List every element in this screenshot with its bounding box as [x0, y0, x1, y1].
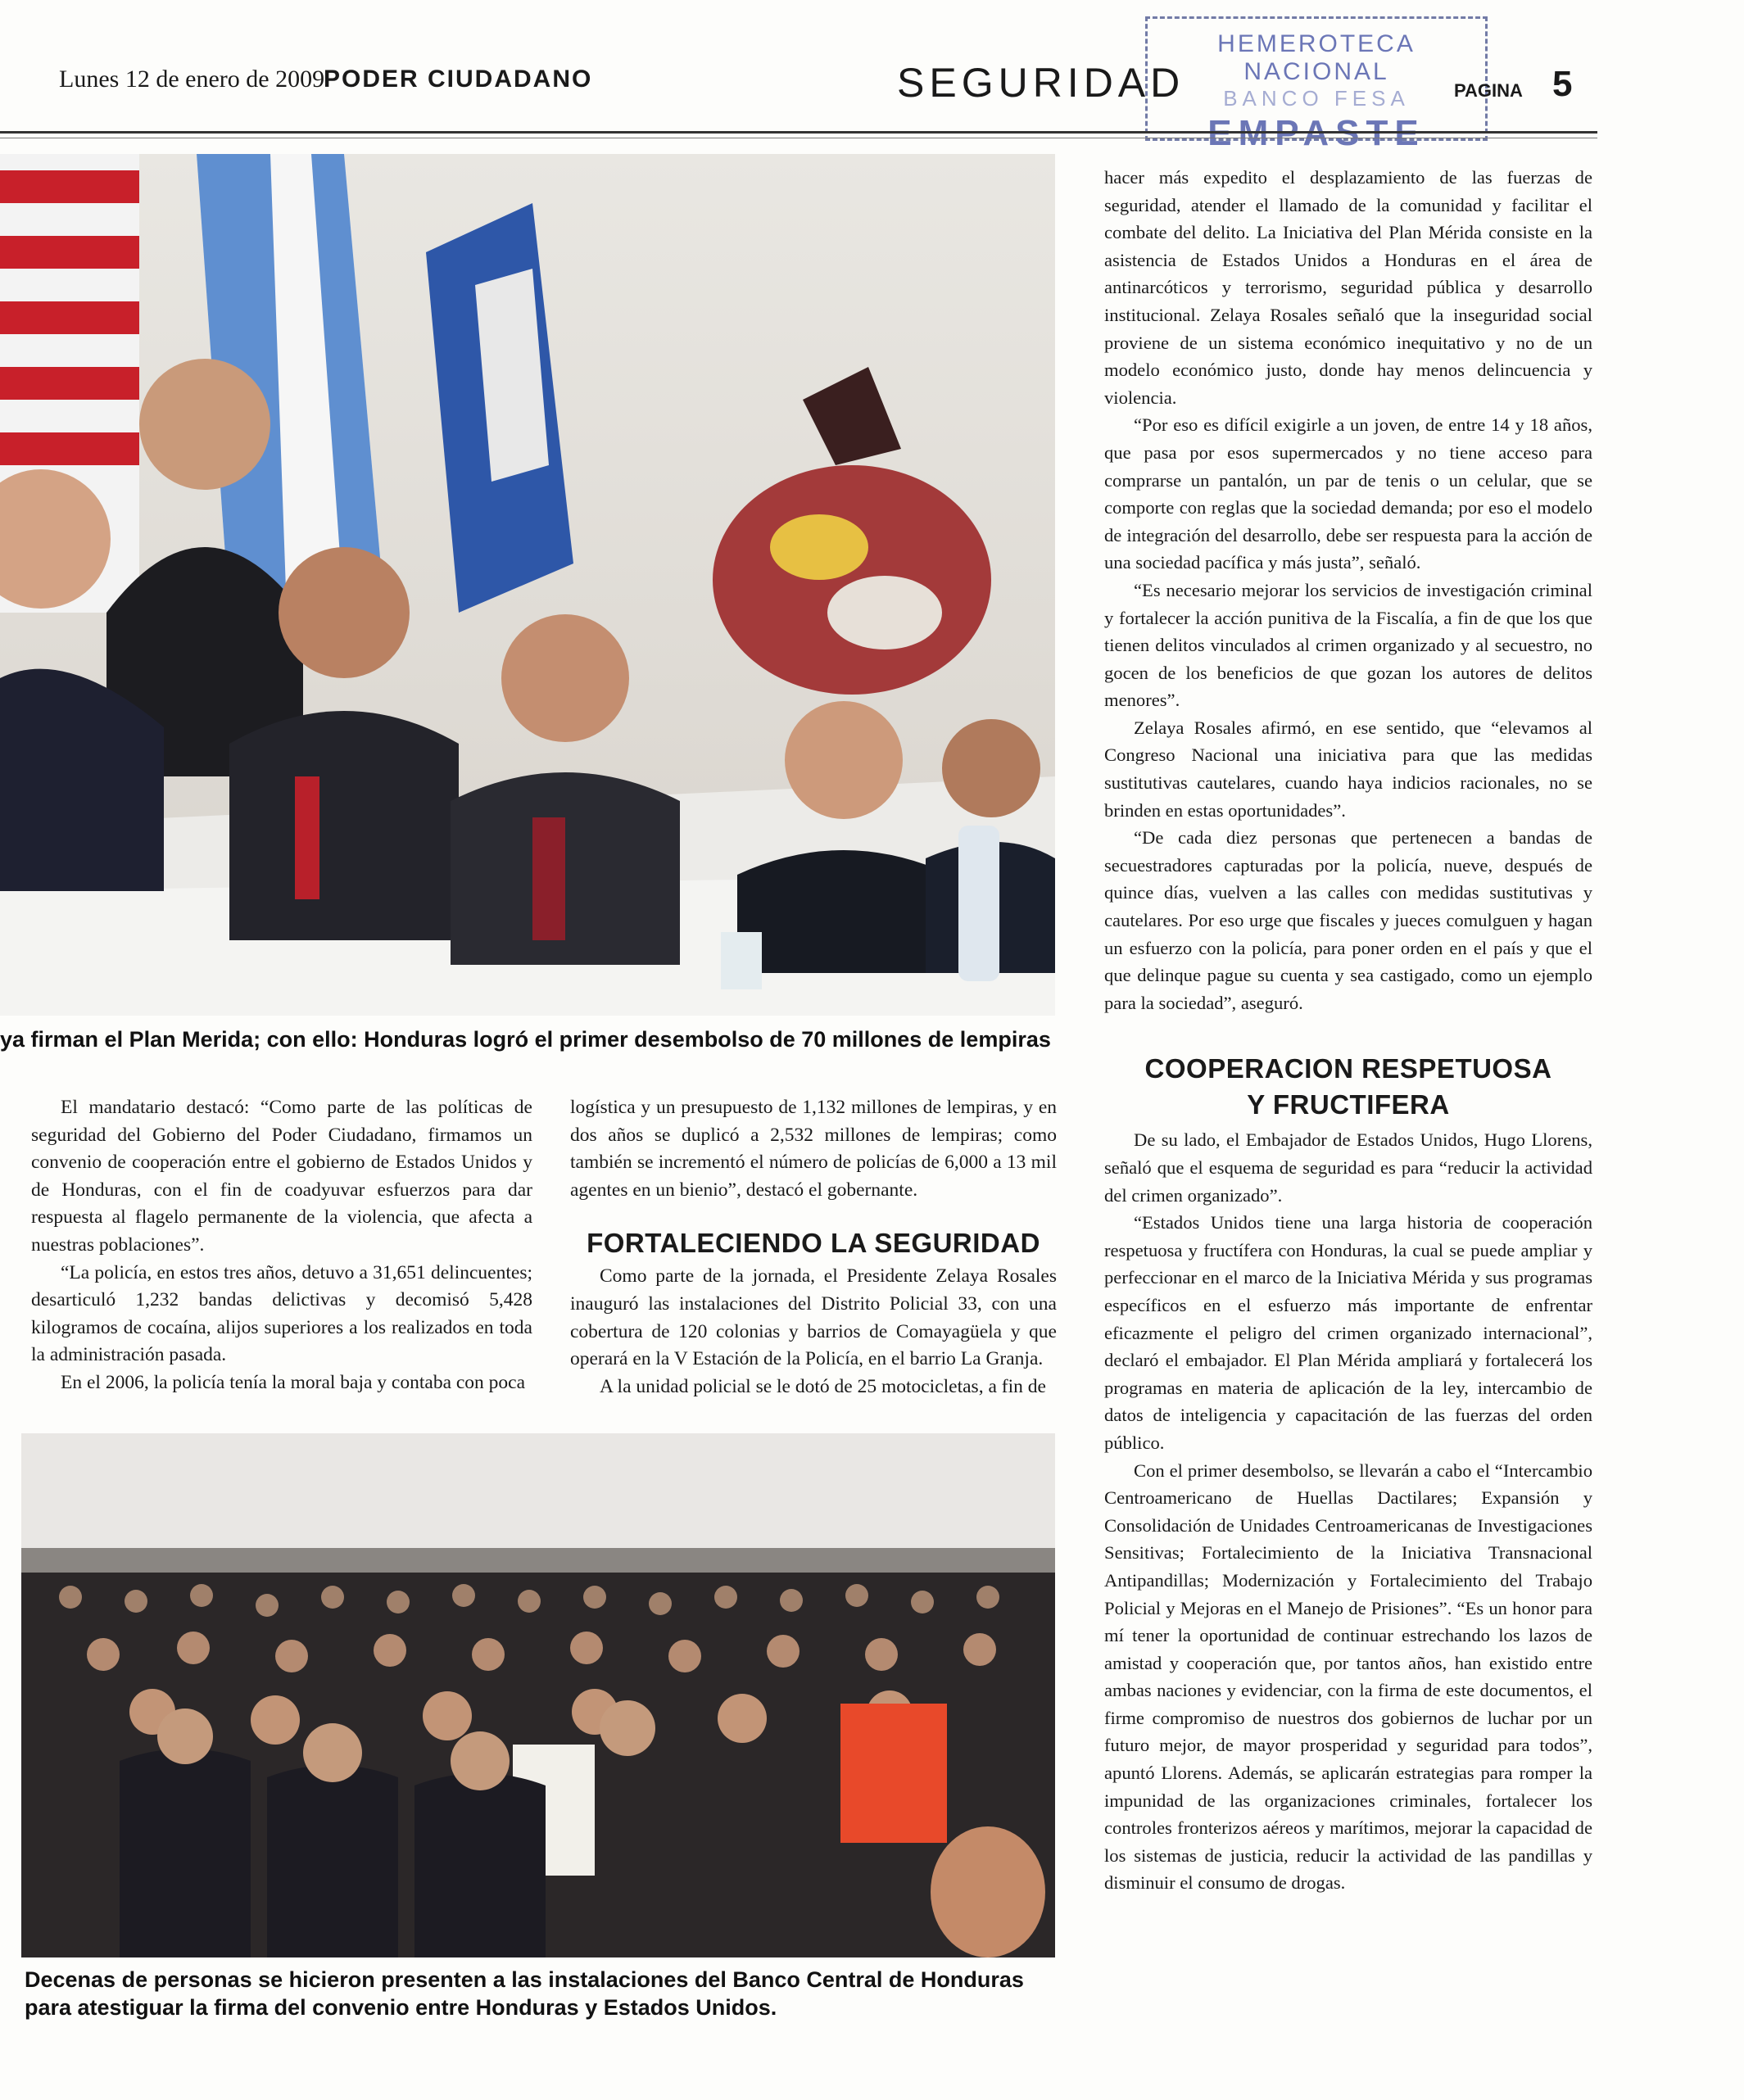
col1-paragraph-3: En el 2006, la policía tenía la moral baja y contaba con poca — [61, 1371, 526, 1393]
subheading-line1: COOPERACION RESPETUOSA — [1144, 1053, 1552, 1084]
signing-ceremony-photo — [0, 154, 1055, 1016]
col2-paragraph-1: logística y un presupuesto de 1,132 millones de lempiras, y en dos años se duplicó a 2,532 millones de lempiras; como también se incrementó el número de policías de 6,000 a 13 mil agentes en un bienio”, destacó el gobernante. — [570, 1097, 1057, 1201]
col3-paragraph-7: “Estados Unidos tiene una larga historia de cooperación respetuosa y fructífera con Honduras, la cual se puede ampliar y perfeccionar en el marco de la Iniciativa Mérida y sus programas específicos en el esfuerzo más importante de enfrentar eficazmente el peligro del crimen organizado internacional”, declaró el embajador. El Plan Mérida ampliará y fortalecerá los programas en materia de aplicación de la ley, intercambio de datos de inteligencia y capacitación de las fuerzas del orden público. — [1104, 1212, 1592, 1453]
col1-paragraph-2: “La policía, en estos tres años, detuvo a 31,651 delincuentes; desarticuló 1,232 bandas delictivas y decomisó 5,428 kilogramos de cocaína, alijos superiores a los realizados en toda la administración pasada. — [31, 1261, 532, 1366]
col3-paragraph-4: Zelaya Rosales afirmó, en ese sentido, que “elevamos al Congreso Nacional una iniciativa para que las medidas sustitutivas cautelares, cuando haya indicios racionales, no se brinden en estas oportunidades”. — [1104, 717, 1592, 821]
page-label: PAGINA — [1454, 80, 1523, 101]
top-photo-caption: ya firman el Plan Merida; con ello: Honduras logró el primer desembolso de 70 millones de lempiras — [0, 1027, 1051, 1052]
article-column-3 — [1104, 164, 1592, 1897]
section-title: SEGURIDAD — [897, 60, 1185, 106]
subheading-cooperacion — [1104, 1051, 1592, 1123]
col3-paragraph-2: “Por eso es difícil exigirle a un joven, de entre 14 y 18 años, que pasa por esos supermercados y no tiene acceso para comprarse un pantalón, un par de tenis o un celular, que se comporte con reglas que la sociedad demanda; por eso el modelo de integración del desarrollo, debe ser respuesta para la acción de una sociedad pacífica y más justa”, señaló. — [1104, 414, 1592, 573]
col3-paragraph-6: De su lado, el Embajador de Estados Unidos, Hugo Llorens, señaló que el esquema de seguridad es para “reducir la actividad del crimen organizado”. — [1104, 1129, 1592, 1206]
bottom-caption-line1: Decenas de personas se hicieron presenten a las instalaciones del Banco Central de Honduras — [25, 1967, 1024, 1992]
library-stamp — [1145, 16, 1488, 141]
col3-paragraph-1: hacer más expedito el desplazamiento de las fuerzas de seguridad, atender el llamado de la comunidad y facilitar el combate del delito. La Iniciativa del Plan Mérida consiste en la asistencia de Estados Unidos a Honduras en el área de antinarcóticos y terrorismo, seguridad pública y desarrollo institucional. Zelaya Rosales señaló que la inseguridad social proviene de un sistema económico inequitativo y no de un modelo económico justo, donde hay menos delincuencia y violencia. — [1104, 167, 1592, 408]
col2-paragraph-2: Como parte de la jornada, el Presidente Zelaya Rosales inauguró las instalaciones del Distrito Policial 33, con una cobertura de 120 colonias y barrios de Comayagüela y que operará en la V Estación de la Policía, en el barrio La Granja. — [570, 1265, 1057, 1370]
bottom-caption-line2: para atestiguar la firma del convenio entre Honduras y Estados Unidos. — [25, 1995, 777, 2020]
col3-paragraph-3: “Es necesario mejorar los servicios de investigación criminal y fortalecer la acción punitiva de la Fiscalía, a fin de que los que tienen delitos vinculados al crimen organizado y al secuestro, no gocen de los beneficios de que gozan los autores de delitos menores”. — [1104, 579, 1592, 711]
newspaper-name: PODER CIUDADANO — [324, 66, 593, 93]
audience-illustration — [21, 1433, 1055, 1957]
col2-paragraph-3: A la unidad policial se le dotó de 25 motocicletas, a fin de — [600, 1375, 1046, 1397]
stamp-line2: BANCO FESA — [1223, 86, 1410, 111]
subheading-fortaleciendo: FORTALECIENDO LA SEGURIDAD — [587, 1228, 1040, 1259]
issue-date: Lunes 12 de enero de 2009 — [59, 66, 325, 93]
header-rule — [0, 131, 1597, 134]
bottom-photo-caption — [25, 1966, 1057, 2021]
article-column-1 — [31, 1094, 532, 1397]
stamp-line3 — [1148, 113, 1485, 154]
col3-paragraph-8: Con el primer desembolso, se llevarán a cabo el “Intercambio Centroamericano de Huellas Dactilares; Expansión y Consolidación de Unidades Centroamericanas de Investigaciones Sensitivas; Fortalecimiento de la Iniciativa Transnacional Antipandillas; Modernización y Fortalecimiento del Trabajo Policial y Mejoras en el Manejo de Prisiones”. “Es un honor para mí tener la oportunidad de continuar estrechando los lazos de amistad y cooperación que, por tantos años, han existido entre ambas naciones y evidenciar, con la firma de este documentos, el firme compromiso de nuestros dos gobiernos de luchar por un futuro mejor, de mayor prosperidad y seguridad para todos”, apuntó Llorens. Además, se aplicarán estrategias para romper la impunidad de las organizaciones criminales, fortalecer los controles fronterizos aéreos y marítimos, mejorar la capacidad de los sistemas de justicia, reducir la actividad de las pandillas y disminuir el consumo de drogas. — [1104, 1460, 1592, 1894]
signing-ceremony-illustration — [0, 154, 1055, 1016]
subheading-line2: Y FRUCTIFERA — [1247, 1089, 1450, 1120]
article-column-2 — [570, 1094, 1057, 1401]
stamp-line1: HEMEROTECA NACIONAL — [1217, 30, 1416, 85]
col3-paragraph-5: “De cada diez personas que pertenecen a bandas de secuestradores capturadas por la policía, nueve, después de quince días, vuelven a las calles con medidas sustitutivas y cautelares. Por eso urge que fiscales y jueces comulguen y hagan un esfuerzo con la policía, para poner orden en el país y que el que delinque pague su cuenta y sea castigado, como un ejemplo para la sociedad”, aseguró. — [1104, 827, 1592, 1013]
audience-photo — [21, 1433, 1055, 1957]
col1-paragraph-1: El mandatario destacó: “Como parte de las políticas de seguridad del Gobierno del Poder Ciudadano, firmamos un convenio de cooperación entre el gobierno de Estados Unidos y de Honduras, con el fin de coadyuvar esfuerzos para dar respuesta al flagelo permanente de la violencia, que afecta a nuestras poblaciones”. — [31, 1097, 532, 1256]
page-number: 5 — [1552, 64, 1573, 104]
